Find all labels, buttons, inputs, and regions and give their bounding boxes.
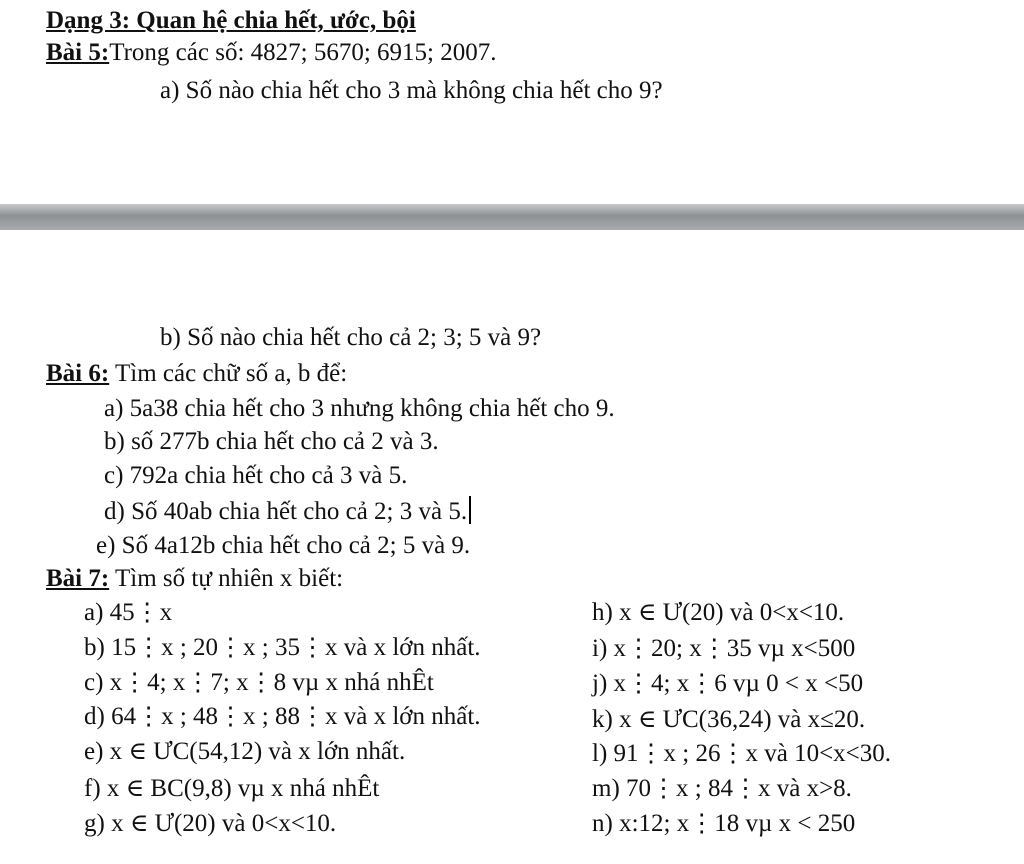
bai7-left-item: e) x ∈ ƯC(54,12) và x lớn nhất. [84, 738, 406, 765]
bai5-question-b: b) Số nào chia hết cho cả 2; 3; 5 và 9? [160, 324, 542, 351]
bai7-left-item: b) 15⋮x ; 20⋮x ; 35⋮x và x lớn nhất. [84, 634, 481, 661]
section-heading: Dạng 3: Quan hệ chia hết, ước, bội [46, 7, 416, 34]
bai6-item: d) Số 40ab chia hết cho cả 2; 3 và 5. [104, 498, 468, 525]
bai5-intro [46, 38, 496, 68]
bai7-right-item: h) x ∈ Ư(20) và 0<x<10. [592, 599, 845, 626]
bai7-right-item: m) 70⋮x ; 84⋮x và x>8. [592, 775, 852, 802]
bai7-right-item: l) 91⋮x ; 26⋮x và 10<x<30. [592, 740, 892, 767]
bai5-label: Bài 5: [46, 39, 110, 66]
bai7-intro [46, 564, 343, 594]
bai6-intro [46, 359, 347, 389]
bai6-item-cursor-line [104, 496, 471, 527]
bai6-label: Bài 6: [46, 360, 110, 387]
bai7-left-item: a) 45⋮x [84, 599, 173, 626]
bai6-item: a) 5a38 chia hết cho 3 nhưng không chia hết cho 9. [104, 395, 615, 422]
bai7-text: Tìm số tự nhiên x biết: [109, 565, 344, 592]
bai7-left-item: c) x⋮4; x⋮7; x⋮8 vµ x nhá nhÊt [84, 669, 434, 696]
bai5-question-a: a) Số nào chia hết cho 3 mà không chia hết cho 9? [160, 77, 663, 104]
page-break-separator [0, 204, 1024, 230]
bai7-left-item: f) x ∈ BC(9,8) vµ x nhá nhÊt [84, 775, 380, 802]
bai6-item: c) 792a chia hết cho cả 3 và 5. [104, 462, 408, 489]
bai6-item: e) Số 4a12b chia hết cho cả 2; 5 và 9. [96, 532, 471, 559]
bai5-text: Trong các số: 4827; 5670; 6915; 2007. [109, 39, 497, 66]
bai7-right-item: k) x ∈ ƯC(36,24) và x≤20. [592, 706, 866, 733]
bai7-right-item: j) x⋮4; x⋮6 vµ 0 < x <50 [592, 670, 864, 697]
bai7-left-item: d) 64⋮x ; 48⋮x ; 88⋮x và x lớn nhất. [84, 703, 481, 730]
text-cursor [469, 496, 471, 524]
bai6-item: b) số 277b chia hết cho cả 2 và 3. [104, 428, 439, 455]
bai7-left-item: g) x ∈ Ư(20) và 0<x<10. [84, 810, 337, 837]
bai7-right-item: n) x:12; x⋮18 vµ x < 250 [592, 810, 856, 837]
bai7-right-item: i) x⋮20; x⋮35 vµ x<500 [592, 635, 856, 662]
bai7-label: Bài 7: [46, 565, 110, 592]
bai6-text: Tìm các chữ số a, b để: [109, 360, 348, 387]
